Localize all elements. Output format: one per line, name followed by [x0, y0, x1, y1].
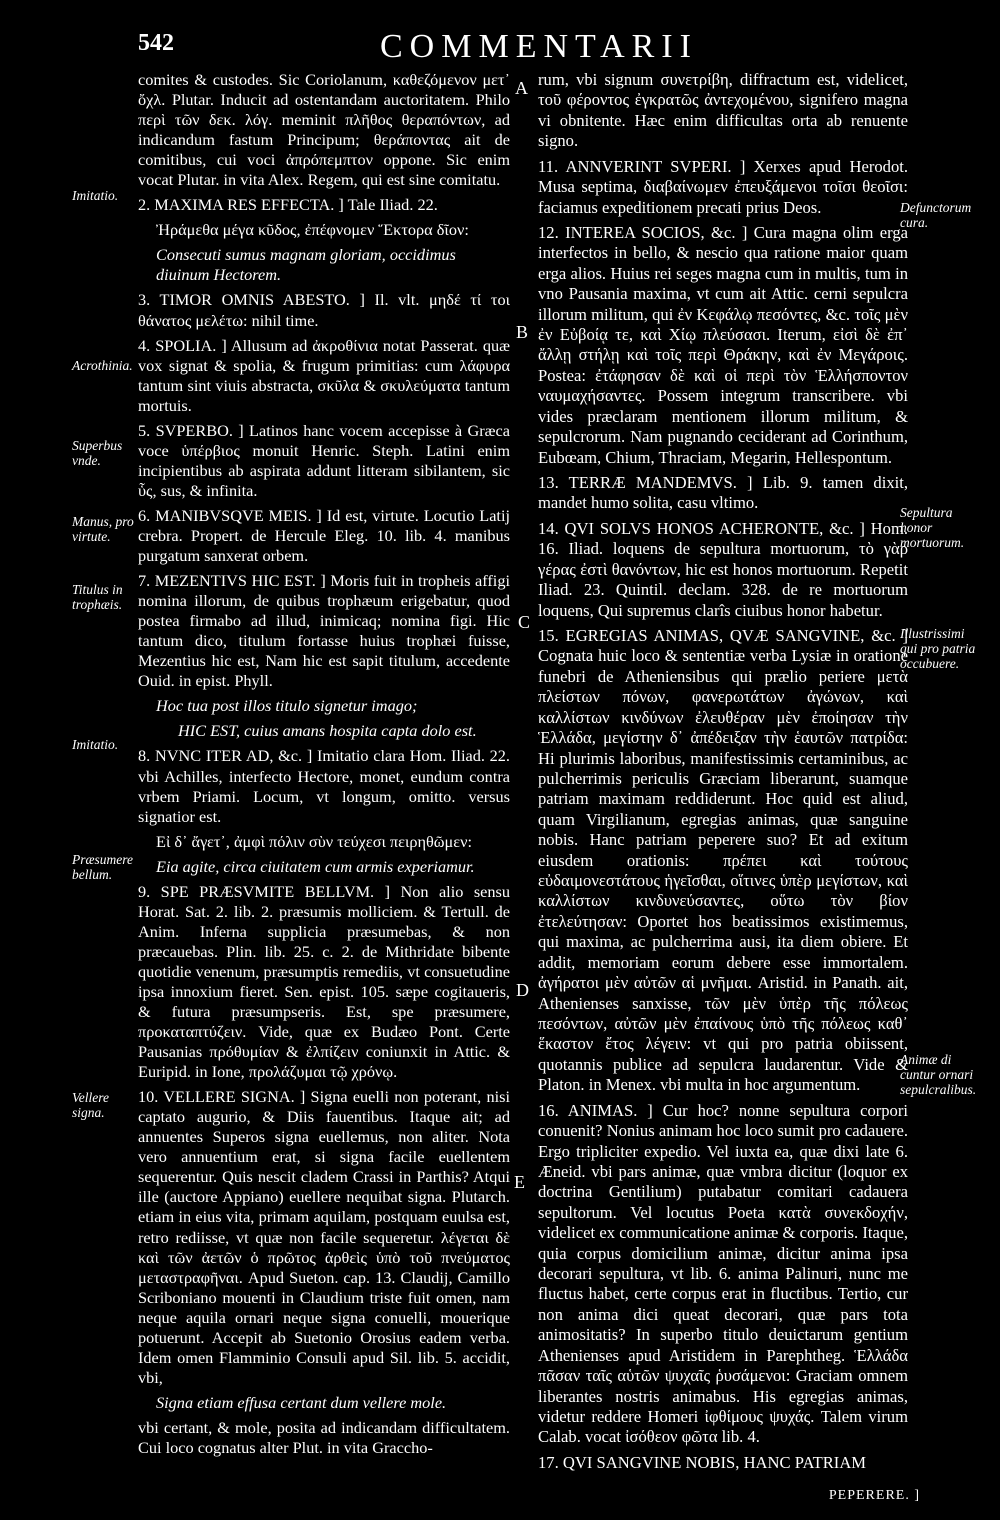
margin-note-left: Acrothinia. — [72, 358, 133, 373]
paragraph: 16. ANIMAS. ] Cur hoc? nonne sepultura corpori conuenit? Nonius animam hoc loco sumit pro cadauere. Ergo tripliciter expedio. Vel iuxta ea, quæ dixi late 6. Æneid. vbi pars animæ, quæ vmbra dicitur (loquor ex doctrina Gentilium) putabatur comitari cadauera sepultorum. Vel locutus Poeta κατὰ συνεκδοχήν, videlicet ex communicatione animæ & corporis. Itaque, quia corpus domicilium animæ, dicitur anima ipsa decorari sepultura, vt lib. 6. anima Palinuri, nunc me fluctus habet, certe corpus erat in fluctibus. Tertio, cur non anima dici queat decorari, quæ pars tota animositatis? In superbo titulo deuictarum gentium Athenienses apud Aristidem in Parephtheg. Ἑλλάδα πᾶσαν ταῖς αὑτῶν ψυχαῖς ῥυσάμενοι: Graciam omnem liberantes nostris animabus. His egregias animas, videtur reddere Homeri ἰφθίμους ψυχάς. Talem virum Calab. vocat ἰσόθεον φῶτα lib. 4. — [538, 1100, 908, 1447]
section-letter: D — [516, 980, 529, 1000]
latin-verse: HIC EST, cuius amans hospita capta dolo est. — [178, 721, 477, 741]
paragraph: 7. MEZENTIVS HIC EST. ] Moris fuit in tropheis affigi nomina illorum, de quibus trophæum erigebatur, quod postea firmabo ad illud, inimicaq; nomina figi. Hic tantum dico, titulum fortasse huius trophæi fuisse, Mezentius hic est, Nam hic est sapit titulum, accedente Ouid. in epist. Phyll. — [138, 571, 510, 691]
greek-verse: Ἠράμεθα μέγα κῦδος, ἐπέφνομεν Ἕκτορα δῖον: — [156, 220, 469, 240]
latin-translation: Consecuti sumus magnam gloriam, occidimus diuinum Hectorem. — [156, 245, 456, 285]
latin-verse: Hoc tua post illos titulo signetur imago; — [156, 696, 418, 716]
paragraph: 10. VELLERE SIGNA. ] Signa euelli non poterant, nisi captato augurio, & Diis fauentibus. Itaque ait; ad annuentes Superos signa euellemus, non aliter. Nota vero annuentium erat, si signa facile euellentem sequerentur. Quis nescit cladem Crassi in Parthis? Atqui ille (auctore Appiano) euellere nequibat signa. Plutarch. etiam in eius vita, primam aquilam, postquam euulsa est, retro rediisse, vt quæ non facile sequeretur. λέγεται δὲ καὶ τῶν ἀετῶν ὁ πρῶτος ἀρθεὶς ὑπὸ τοῦ πνεύματος μεταστραφῆναι. Apud Sueton. cap. 13. Claudij, Camillo Scriboniano mouenti in Claudium triste fuit omen, nam neque aquila ornari neque signa conuelli, mouerique potuerunt. Accepit ab Suetonio Orosius eadem verba. Idem omen Flamminio Consuli apud Sil. lib. 5. accidit, vbi, — [138, 1087, 510, 1387]
left-column — [138, 70, 510, 1463]
paragraph: vbi certant, & mole, posita ad indicandam difficultatem. Cui loco cognatus alter Plut. in vita Graccho- — [138, 1417, 510, 1457]
margin-note-right: Illustrissimi qui pro patria occubuere. — [900, 626, 976, 671]
margin-note-left: Manus, pro virtute. — [72, 514, 134, 544]
paragraph: 11. ANNVERINT SVPERI. ] Xerxes apud Herodot. Musa septima, διαβαίνωμεν ἐπευξάμενοι τοῖσι θεοῖσι: faciamus expeditionem precati prius Deos. — [538, 156, 908, 217]
paragraph: 14. QVI SOLVS HONOS ACHERONTE, &c. ] Hom. 16. Iliad. loquens de sepultura mortuorum, τὸ γὰρ γέρας ἐστὶ θανόντων, hic est honos mortuorum. Repetit Iliad. 23. Quintil. declam. 328. de re mortuorum loquens, Qui supremus clarîs ciuibus honor habetur. — [538, 518, 908, 620]
paragraph: 12. INTEREA SOCIOS, &c. ] Cura magna olim erga interfectos in bello, & nescio qua ratione maior quam erga alios. Huius rei seges magna cum in multis, tum in vno Pausania maxima, vt cum ait Attic. cerni sepulcra illorum militum, qui ἐν Κεφάλῳ πεσόντες, &c. τοῖς μὲν ἐν Εὐβοίᾳ τε, καὶ Χίῳ πλεύσασι. Iterum, εἰσὶ δὲ ἐπ᾽ ἄλλῃ στήλῃ καὶ τοῖς περὶ Θράκην, καὶ ἐν Μεγάροις. Postea: ἐτάφησαν δὲ καὶ οἱ περὶ τὸν Ἑλλήσποντον ναυμαχήσαντες. Possem integrum transcribere. vbi vides præclaram mentionem illorum militum, & sepulcrorum. Nam pugnando ceciderant ad Corinthum, Eubœam, Chium, Thraciam, Megarin, Hellespontum. — [538, 222, 908, 467]
paragraph: comites & custodes. Sic Coriolanum, καθεζόμενον μετ᾽ ὄχλ. Plutar. Inducit ad ostentandam auctoritatem. Philo περὶ τῶν δεκ. λόγ. meminit πλῆθος θεραπόντων, ad indicandum fastum Principum; θεράποντας ait de comitibus, cui voci ἀπρόπεμπτον oppone. Sic enim vocat Plutar. in vita Alex. Regem, qui est sine comitatu. — [138, 70, 510, 190]
latin-verse: Signa etiam effusa certant dum vellere mole. — [156, 1392, 447, 1412]
paragraph: rum, vbi signum συνετρίβη, diffractum est, videlicet, τοῦ φέροντος ἐγκρατῶς ἀντεχομένου, signifero magna vi obnitente. Hæc enim difficultas orta ab renuente signo. — [538, 70, 908, 151]
running-title: COMMENTARII — [380, 28, 698, 65]
right-column — [538, 70, 908, 1478]
section-letter: E — [514, 1172, 525, 1192]
section-letter: C — [518, 612, 531, 632]
paragraph: 4. SPOLIA. ] Allusum ad ἀκροθίνια notat Passerat. quæ vox signat & spolia, & frugum primitias: cum λάφυρα tantum sint viuis abstracta, σκῦλα & σκυλεύματα tantum mortuis. — [138, 335, 510, 415]
paragraph: 9. SPE PRÆSVMITE BELLVM. ] Non alio sensu Horat. Sat. 2. lib. 2. præsumis molliciem. & Tertull. de Anim. Inferna supplicia præsumebas, & non præcauebas. Plin. lib. 25. c. 2. de Mithridate bibente quotidie venenum, præsumptis remediis, vt consuetudine ipsa innoxium fieret. Sen. epist. 105. sæpe cogitaueris, & futura præsumpseris. Est, spe præsumere, προκαταπτύζειν. Vide, quæ ex Budæo Pont. Certe Pausanias πρόθυμίαν & ἐλπίζειν coniunxit in Attic. & Euripid. in Ione, προλάζυμαι τῷ χρόνῳ. — [138, 881, 510, 1082]
section-letter: A — [515, 78, 528, 98]
margin-note-left: Superbus vnde. — [72, 438, 123, 468]
paragraph: 13. TERRÆ MANDEMVS. ] Lib. 9. tamen dixit, mandet humo solita, casu vltimo. — [538, 473, 908, 513]
margin-note-right: Animæ di cuntur ornari sepulcralibus. — [900, 1052, 977, 1097]
margin-note-right: Sepultura honor mortuorum. — [900, 505, 965, 550]
paragraph: 2. MAXIMA RES EFFECTA. ] Tale Iliad. 22. — [138, 195, 438, 215]
catchword: PEPERERE. ] — [828, 1488, 920, 1503]
paragraph: 17. QVI SANGVINE NOBIS, HANC PATRIAM — [538, 1452, 867, 1472]
margin-note-left: Vellere signa. — [72, 1090, 109, 1120]
latin-translation: Eia agite, circa ciuitatem cum armis experiamur. — [156, 856, 475, 876]
greek-verse: Εἰ δ᾽ ἄγετ᾽, ἀμφὶ πόλιν σὺν τεύχεσι πειρηθῶμεν: — [156, 831, 472, 851]
paragraph: 8. NVNC ITER AD, &c. ] Imitatio clara Hom. Iliad. 22. vbi Achilles, interfecto Hectore, monet, eundum contra vrbem Priami. Locum, vt longum, omitto. versus signatior est. — [138, 746, 510, 826]
page-number: 542 — [138, 30, 174, 56]
paragraph: 5. SVPERBO. ] Latinos hanc vocem accepisse à Græca voce ὑπέρβιος monuit Henric. Steph. Latini enim incipientibus ab aspirata addunt litteram sibilantem, sic ὗς, sus, & infinita. — [138, 420, 510, 500]
margin-note-left: Præsumere bellum. — [72, 852, 133, 882]
margin-note-left: Titulus in trophæis. — [72, 582, 123, 612]
section-letter: B — [516, 322, 529, 342]
page-header — [138, 30, 958, 74]
margin-note-right: Defunctorum cura. — [900, 200, 972, 230]
paragraph: 6. MANIBVSQVE MEIS. ] Id est, virtute. Locutio Latij crebra. Propert. de Hercule Eleg. 10. lib. 4. manibus purgatum sanxerat orbem. — [138, 505, 510, 566]
paragraph: 3. TIMOR OMNIS ABESTO. ] Il. vlt. μηδέ τί τοι θάνατος μελέτω: nihil time. — [138, 290, 510, 330]
margin-note-left: Imitatio. — [72, 737, 119, 752]
paragraph: 15. EGREGIAS ANIMAS, QVÆ SANGVINE, &c. ] Cognata huic loco & sententiæ verba Lysiæ in oratione funebri de Atheniensibus qui prælio periere μετὰ πλείστων πόνων, φανερωτάτων ἀγώνων, καὶ καλλίστων κινδύνων ἐλευθέραν μὲν ἐποίησαν τὴν Ἑλλάδα, μεγίστην δ᾽ ἀπέδειξαν τὴν ἑαυτῶν πατρίδα: Hi plurimis laboribus, manifestissimis certaminibus, ac pulcherrimis periculis Græciam liberarunt, suamque patriam maximam reddiderunt. Hoc quid est aliud, quam Virgilianum, egregias animas, quæ sanguine nobis. Hanc patriam peperere suo? Et ad exitum eiusdem orationis: πρέπει καὶ τούτους εὐδαιμονεστάτους ἡγεῖσθαι, οἵτινες ὑπὲρ μεγίστων, καὶ καλλίστων κινδυνεύσαντες, οὕτω τὸν βίον ἐτελεύτησαν: Oportet hos beatissimos existimemus, qui maxima, ac pulcherrima ausi, ita diem obiere. Et addit, memoriam eorum debere esse immortalem. ἀγήρατοι μὲν αὐτῶν αἱ μνῆμαι. Aristid. in Panath. ait, Athenienses sanxisse, τῶν μὲν ὑπὲρ τῆς πόλεως πεσόντων, αὐτῶν μὲν ἐπαίνους ὑπὸ τῆς πόλεως καθ᾽ ἕκαστον ἔτος λέγειν: vt qui pro patria obiissent, quotannis publice ad sepulcra laudarentur. Vide & Platon. in Menex. vbi multa in hoc argumentum. — [538, 625, 908, 1095]
margin-note-left: Imitatio. — [72, 188, 119, 203]
